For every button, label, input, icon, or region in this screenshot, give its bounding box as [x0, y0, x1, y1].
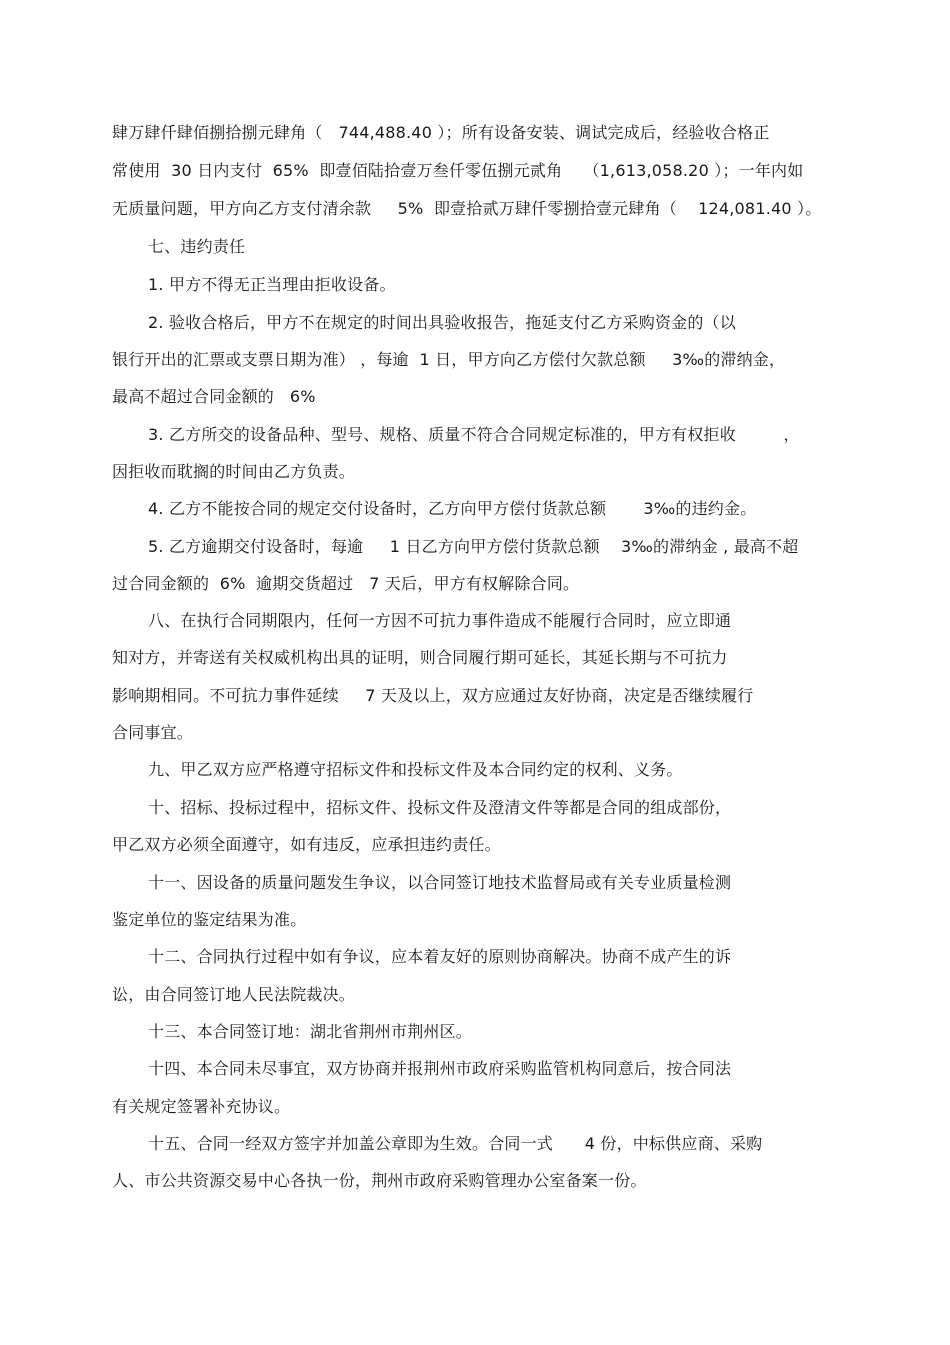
text-line: 十二、合同执行过程中如有争议，应本着友好的原则协商解决。协商不成产生的诉: [148, 947, 732, 966]
text-line: 十四、本合同未尽事宜，双方协商并报荆州市政府采购监管机构同意后，按合同法: [148, 1059, 732, 1078]
text-line: 十、招标、投标过程中，招标文件、投标文件及澄清文件等都是合同的组成部份，: [148, 798, 732, 817]
text-line: 最高不超过合同金额的 6%: [112, 387, 316, 406]
text-line: 九、甲乙双方应严格遵守招标文件和投标文件及本合同约定的权利、义务。: [148, 760, 683, 779]
text-line: 十五、合同一经双方签字并加盖公章即为生效。合同一式 4 份，中标供应商、采购: [148, 1134, 763, 1153]
text-line: 人、市公共资源交易中心各执一份，荆州市政府采购管理办公室备案一份。: [112, 1171, 647, 1190]
text-line: 甲乙双方必须全面遵守，如有违反，应承担违约责任。: [112, 835, 501, 854]
text-line: 十一、因设备的质量问题发生争议，以合同签订地技术监督局或有关专业质量检测: [148, 873, 732, 892]
text-line: 八、在执行合同期限内，任何一方因不可抗力事件造成不能履行合同时，应立即通: [148, 611, 732, 630]
text-line: 肆万肆仟肆佰捌拾捌元肆角（ 744,488.40 ）；所有设备安装、调试完成后，经验收合格正: [112, 123, 770, 142]
text-line: 鉴定单位的鉴定结果为准。: [112, 910, 307, 929]
text-line: 影响期相同。不可抗力事件延续 7 天及以上，双方应通过友好协商，决定是否继续履行: [112, 686, 754, 705]
section-heading: 七、违约责任: [148, 237, 246, 256]
text-line: 十三、本合同签订地：湖北省荆州市荆州区。: [148, 1022, 473, 1041]
text-line: 合同事宜。: [112, 723, 194, 742]
text-line: 因拒收而耽搁的时间由乙方负责。: [112, 462, 356, 481]
text-line: 4. 乙方不能按合同的规定交付设备时，乙方向甲方偿付货款总额 3‰的违约金。: [148, 499, 757, 518]
text-line: 有关规定签署补充协议。: [112, 1097, 291, 1116]
text-line: 无质量问题，甲方向乙方支付清余款 5% 即壹拾贰万肆仟零捌拾壹元肆角（ 124,081.40 ）。: [112, 199, 822, 218]
text-line: 1. 甲方不得无正当理由拒收设备。: [148, 275, 396, 294]
text-line: 银行开出的汇票或支票日期为准） ，每逾 1 日，甲方向乙方偿付欠款总额 3‰的滞纳金，: [112, 350, 786, 369]
text-line: 过合同金额的 6% 逾期交货超过 7 天后，甲方有权解除合同。: [112, 574, 580, 593]
text-line: 常使用 30 日内支付 65% 即壹佰陆拾壹万叁仟零伍捌元贰角 （1,613,058.20 ）；一年内如: [112, 161, 804, 180]
text-line: 2. 验收合格后，甲方不在规定的时间出具验收报告，拖延支付乙方采购资金的（以: [148, 313, 736, 332]
text-line: 5. 乙方逾期交付设备时，每逾 1 日乙方向甲方偿付货款总额 3‰的滞纳金 , 最高不超: [148, 537, 799, 556]
text-line: 讼，由合同签订地人民法院裁决。: [112, 985, 356, 1004]
text-line: 知对方，并寄送有关权威机构出具的证明，则合同履行期可延长，其延长期与不可抗力: [112, 648, 728, 667]
text-line: 3. 乙方所交的设备品种、型号、规格、质量不符合合同规定标准的，甲方有权拒收 ，: [148, 425, 800, 444]
